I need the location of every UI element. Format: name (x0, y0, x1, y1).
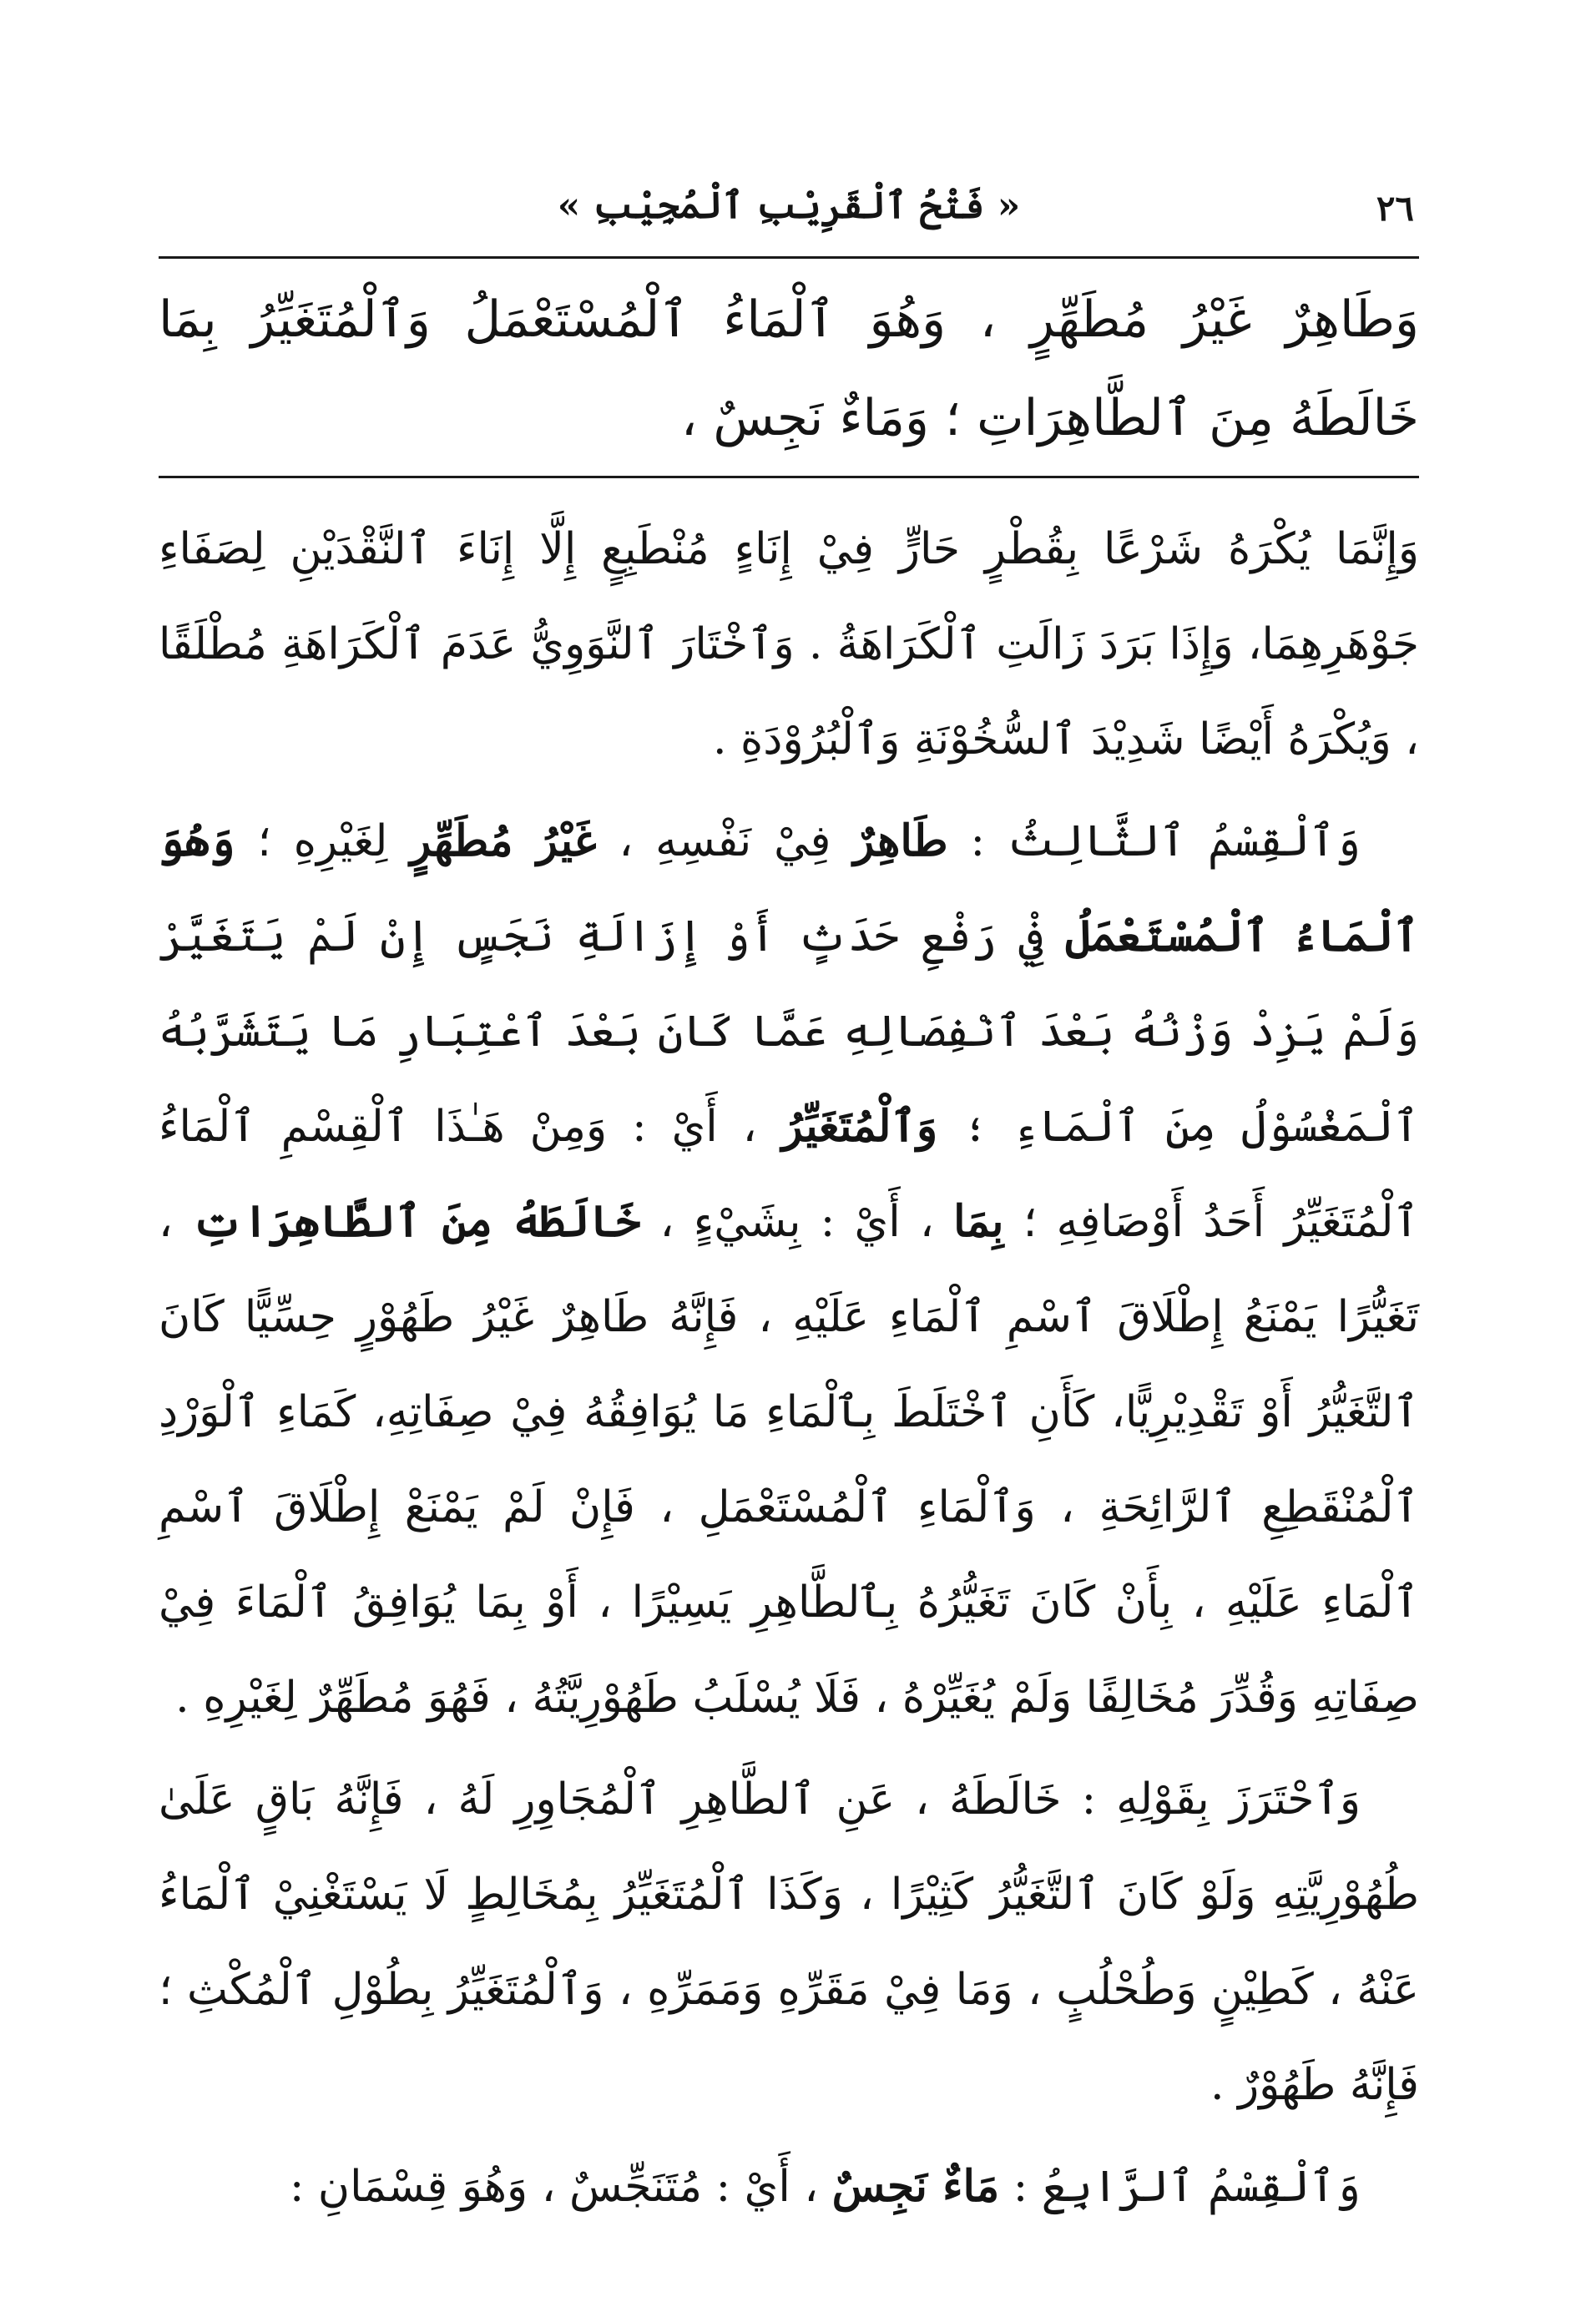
commentary-text: فِيْ رَفْعِ حَدَثٍ أَوْ إِزَالَةِ نَجَسٍ إِنْ لَمْ يَتَغَيَّرْ وَلَمْ يَزِدْ وَزْنُهُ بَعْدَ ٱنْفِصَالِهِ عَمَّا كَانَ بَعْدَ ٱعْتِبَارِ مَا يَتَشَرَّبُهُ ٱلْمَغْسُوْلُ مِنَ ٱلْمَاءِ ؛ (159, 911, 1420, 1152)
commentary-text: وَٱلْقِسْمُ ٱلرَّابِعُ : (999, 2162, 1361, 2212)
commentary-paragraph-4 (159, 2139, 1419, 2234)
commentary-text: وَٱلْقِسْمُ ٱلثَّالِثُ : (947, 816, 1361, 866)
commentary-text: لِغَيْرِهِ ؛ (235, 816, 411, 866)
matn-phrase: غَيْرُ مُطَهِّرٍ (410, 815, 597, 866)
matn-text: وَطَاهِرٌ غَيْرُ مُطَهِّرٍ ، وَهُوَ ٱلْمَاءُ ٱلْمُسْتَعْمَلُ وَٱلْمُتَغَيِّرُ بِمَا خَالَطَهُ مِنَ ٱلطَّاهِرَاتِ ؛ وَمَاءٌ نَجِسٌ ، (159, 259, 1419, 478)
commentary-text: ، أَيْ : مُتَنَجِّسٌ ، وَهُوَ قِسْمَانِ : (289, 2162, 832, 2212)
commentary-paragraph-3: وَٱحْتَرَزَ بِقَوْلِهِ : خَالَطَهُ ، عَنِ ٱلطَّاهِرِ ٱلْمُجَاوِرِ لَهُ ، فَإِنَّهُ بَاقٍ عَلَىٰ طُهُوْرِيَّتِهِ وَلَوْ كَانَ ٱلتَّغَيُّرُ كَثِيْرًا ، وَكَذَا ٱلْمُتَغَيِّرُ بِمُخَالِطٍ لَا يَسْتَغْنِيْ ٱلْمَاءُ عَنْهُ ، كَطِيْنٍ وَطُحْلُبٍ ، وَمَا فِيْ مَقَرِّهِ وَمَمَرِّهِ ، وَٱلْمُتَغَيِّرُ بِطُوْلِ ٱلْمُكْثِ ؛ فَإِنَّهُ طَهُوْرٌ . (159, 1774, 1419, 2110)
matn-phrase: طَاهِرٌ (853, 815, 948, 866)
commentary-paragraph-1: وَإِنَّمَا يُكْرَهُ شَرْعًا بِقُطْرٍ حَارٍّ فِيْ إِنَاءٍ مُنْطَبِعٍ إِلَّا إِنَاءَ ٱلنَّقْدَيْنِ لِصَفَاءِ جَوْهَرِهِمَا، وَإِذَا بَرَدَ زَالَتِ ٱلْكَرَاهَةُ . وَٱخْتَارَ ٱلنَّوَوِيُّ عَدَمَ ٱلْكَرَاهَةِ مُطْلَقًا ، وَيُكْرَهُ أَيْضًا شَدِيْدَ ٱلسُّخُوْنَةِ وَٱلْبُرُوْدَةِ . (159, 524, 1419, 765)
commentary-paragraph-2 (159, 794, 1419, 1745)
commentary-text: ، تَغَيُّرًا يَمْنَعُ إِطْلَاقَ ٱسْمِ ٱلْمَاءِ عَلَيْهِ ، فَإِنَّهُ طَاهِرٌ غَيْرُ طَهُوْرٍ حِسِّيًّا كَانَ ٱلتَّغَيُّرُ أَوْ تَقْدِيْرِيًّا، كَأَنِ ٱخْتَلَطَ بِٱلْمَاءِ مَا يُوَافِقُهُ فِيْ صِفَاتِهِ، كَمَاءِ ٱلْوَرْدِ ٱلْمُنْقَطِعِ ٱلرَّائِحَةِ ، وَٱلْمَاءِ ٱلْمُسْتَعْمَلِ ، فَإِنْ لَمْ يَمْنَعْ إِطْلَاقَ ٱسْمِ ٱلْمَاءِ عَلَيْهِ ، بِأَنْ كَانَ تَغَيُّرُهُ بِٱلطَّاهِرِ يَسِيْرًا ، أَوْ بِمَا يُوَافِقُ ٱلْمَاءَ فِيْ صِفَاتِهِ وَقُدِّرَ مُخَالِفًا وَلَمْ يُغَيِّرْهُ ، فَلَا يُسْلَبُ طَهُوْرِيَّتُهُ ، فَهُوَ مُطَهِّرٌ لِغَيْرِهِ . (159, 1197, 1419, 1723)
matn-phrase: وَهُوَ ٱلْمَاءُ ٱلْمُسْتَعْمَلُ (159, 815, 1419, 962)
commentary-text: فِيْ نَفْسِهِ ، (596, 816, 854, 866)
commentary (159, 502, 1419, 2234)
commentary-text: ، أَيْ : وَمِنْ هَـٰذَا ٱلْقِسْمِ ٱلْمَاءُ ٱلْمُتَغَيِّرُ أَحَدُ أَوْصَافِهِ ؛ (159, 1102, 1419, 1247)
matn-phrase: مَاءٌ نَجِسٌ (831, 2161, 1000, 2212)
running-title: « فَتْحُ ٱلْقَرِيْبِ ٱلْمُجِيْبِ » (557, 184, 1021, 227)
page-header (159, 179, 1419, 259)
page-number: ٢٦ (1376, 188, 1414, 229)
matn-phrase: بِمَا (953, 1196, 1004, 1247)
matn-phrase: وَٱلْمُتَغَيِّرُ (781, 1101, 938, 1152)
book-page (159, 179, 1419, 2224)
commentary-text: ، أَيْ : بِشَيْءٍ ، (640, 1197, 954, 1247)
matn-phrase: خَالَطَهُ مِنَ ٱلطَّاهِرَاتِ (192, 1196, 641, 1247)
